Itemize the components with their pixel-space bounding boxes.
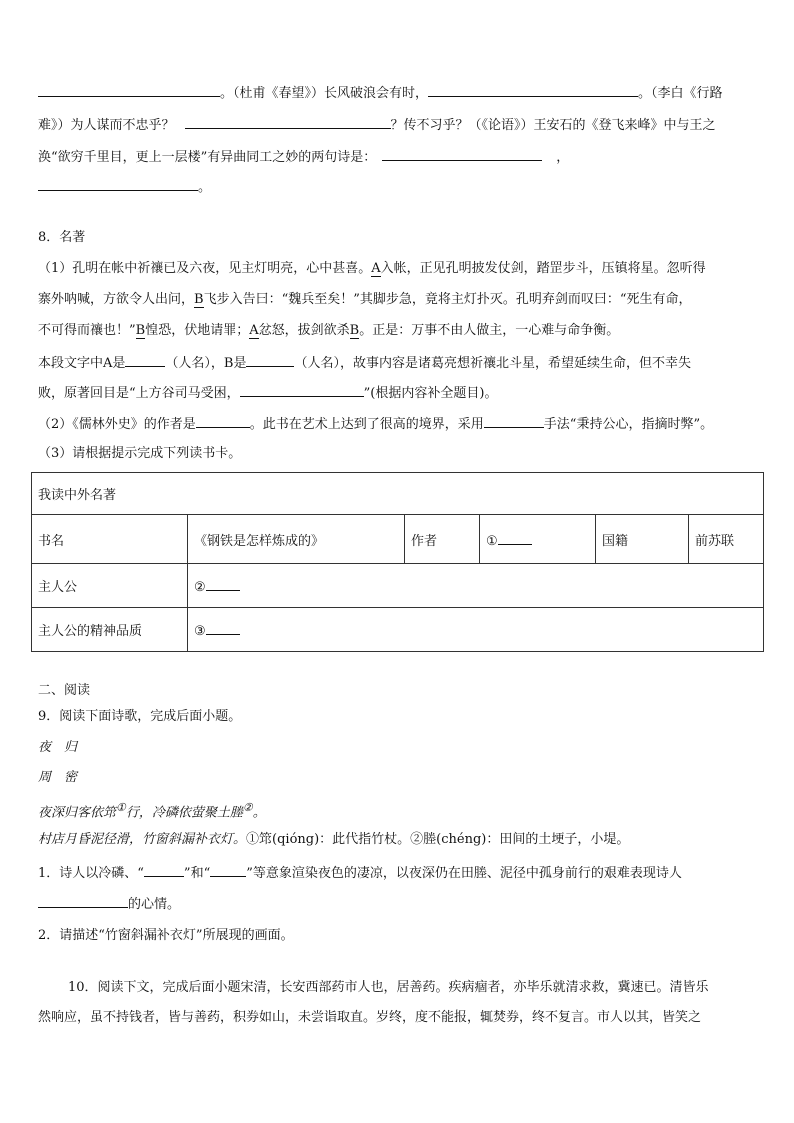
answer-blank[interactable]	[196, 413, 250, 428]
answer-blank[interactable]	[144, 862, 184, 877]
poem-line-2-and-notes: 村店月昏泥径滑，竹窗斜漏补衣灯。①筇(qióng)：此代指竹杖。②塍(chéng)：田间的土埂子，小堤。	[38, 832, 630, 847]
author-label: 作者	[405, 515, 480, 564]
hero-cell[interactable]: ②	[188, 564, 764, 608]
book-value: 《钢铁是怎样炼成的》	[188, 515, 405, 564]
spirit-cell[interactable]: ③	[188, 608, 764, 652]
nationality-label: 国籍	[596, 515, 689, 564]
q8-part-2: （2）《儒林外史》的作者是 。此书在艺术上达到了很高的境界，采用 手法“秉持公心，指摘时弊”。	[38, 413, 764, 435]
q8-question-line-1: 本段文字中A是 （人名），B是 （人名），故事内容是诸葛亮想祈禳北斗星，希望延续生命，但不幸失	[38, 352, 764, 374]
q9-sub-1-cont: 的心情。	[38, 893, 764, 915]
q9-sub-1: 1．诗人以冷磷、“ ”和“ ”等意象渲染夜色的凄凉，以夜深仍在田塍、泥径中孤身前行的艰难表现诗人	[38, 862, 764, 884]
answer-blank[interactable]	[206, 576, 240, 591]
q8-passage-line-2: 寨外呐喊，方欲令人出问，B飞步入告曰：“魏兵至矣！”其脚步急，竟将主灯扑灭。孔明弃剑而叹曰：“死生有命，	[38, 292, 692, 307]
answer-blank[interactable]	[484, 413, 544, 428]
reading-card-table	[31, 472, 764, 652]
nationality-value: 前苏联	[689, 515, 764, 564]
book-label: 书名	[32, 515, 188, 564]
answer-blank[interactable]	[185, 114, 391, 129]
answer-blank[interactable]	[246, 352, 294, 367]
hero-label: 主人公	[32, 564, 188, 608]
answer-blank[interactable]	[38, 893, 128, 908]
q7-line-1: 。（杜甫《春望》）长风破浪会有时， 。（李白《行路	[38, 82, 764, 104]
card-header: 我读中外名著	[32, 473, 764, 515]
author-cell[interactable]: ①	[480, 515, 596, 564]
answer-blank[interactable]	[38, 176, 198, 191]
q8-passage-line-1: （1）孔明在帐中祈禳已及六夜，见主灯明亮，心中甚喜。A入帐，正见孔明披发仗剑，踏罡步斗，压镇将星。忽听得	[38, 261, 706, 276]
q10-line-1: 10．阅读下文，完成后面小题宋清，长安西部药市人也，居善药。疾病痼者，亦毕乐就清求救，冀速已。清皆乐	[68, 980, 709, 995]
q7-line-2: 难》）为人谋而不忠乎？ ？传不习乎？（《论语》）王安石的《登飞来峰》中与王之	[38, 114, 764, 136]
q8-title: 8．名著	[38, 230, 86, 245]
answer-blank[interactable]	[206, 620, 240, 635]
q10-line-2: 然响应，虽不持钱者，皆与善药，积券如山，未尝诣取直。岁终，度不能报，辄焚券，终不复言。市人以其，皆笑之	[38, 1010, 702, 1025]
q8-question-line-2: 败，原著回目是“上方谷司马受困， ”(根据内容补全题目)。	[38, 382, 764, 404]
q9-sub-2: 2．请描述“竹窗斜漏补衣灯”所展现的画面。	[38, 928, 294, 943]
answer-blank[interactable]	[428, 82, 638, 97]
answer-blank[interactable]	[38, 82, 220, 97]
q8-part-3: （3）请根据提示完成下列读书卡。	[38, 446, 242, 461]
spirit-label: 主人公的精神品质	[32, 608, 188, 652]
q8-passage-line-3: 不可得而禳也！”B惶恐，伏地请罪；A忿怒，拔剑欲杀B。正是：万事不由人做主，一心难与命争衡。	[38, 323, 620, 338]
answer-blank[interactable]	[210, 862, 246, 877]
poem-title: 夜 归	[38, 740, 78, 755]
section-heading: 二、阅读	[38, 683, 91, 698]
answer-blank[interactable]	[125, 352, 165, 367]
answer-blank[interactable]	[498, 530, 532, 545]
q7-line-3: 涣“欲穷千里目，更上一层楼”有异曲同工之妙的两句诗是： ，	[38, 146, 764, 168]
q9-title: 9．阅读下面诗歌，完成后面小题。	[38, 709, 242, 724]
answer-blank[interactable]	[382, 146, 542, 161]
q7-line-4: 。	[38, 176, 764, 198]
poem-line-1: 夜深归客依筇①行，冷磷依萤聚土塍②。	[38, 801, 266, 821]
poem-author: 周 密	[38, 770, 78, 785]
answer-blank[interactable]	[240, 382, 364, 397]
